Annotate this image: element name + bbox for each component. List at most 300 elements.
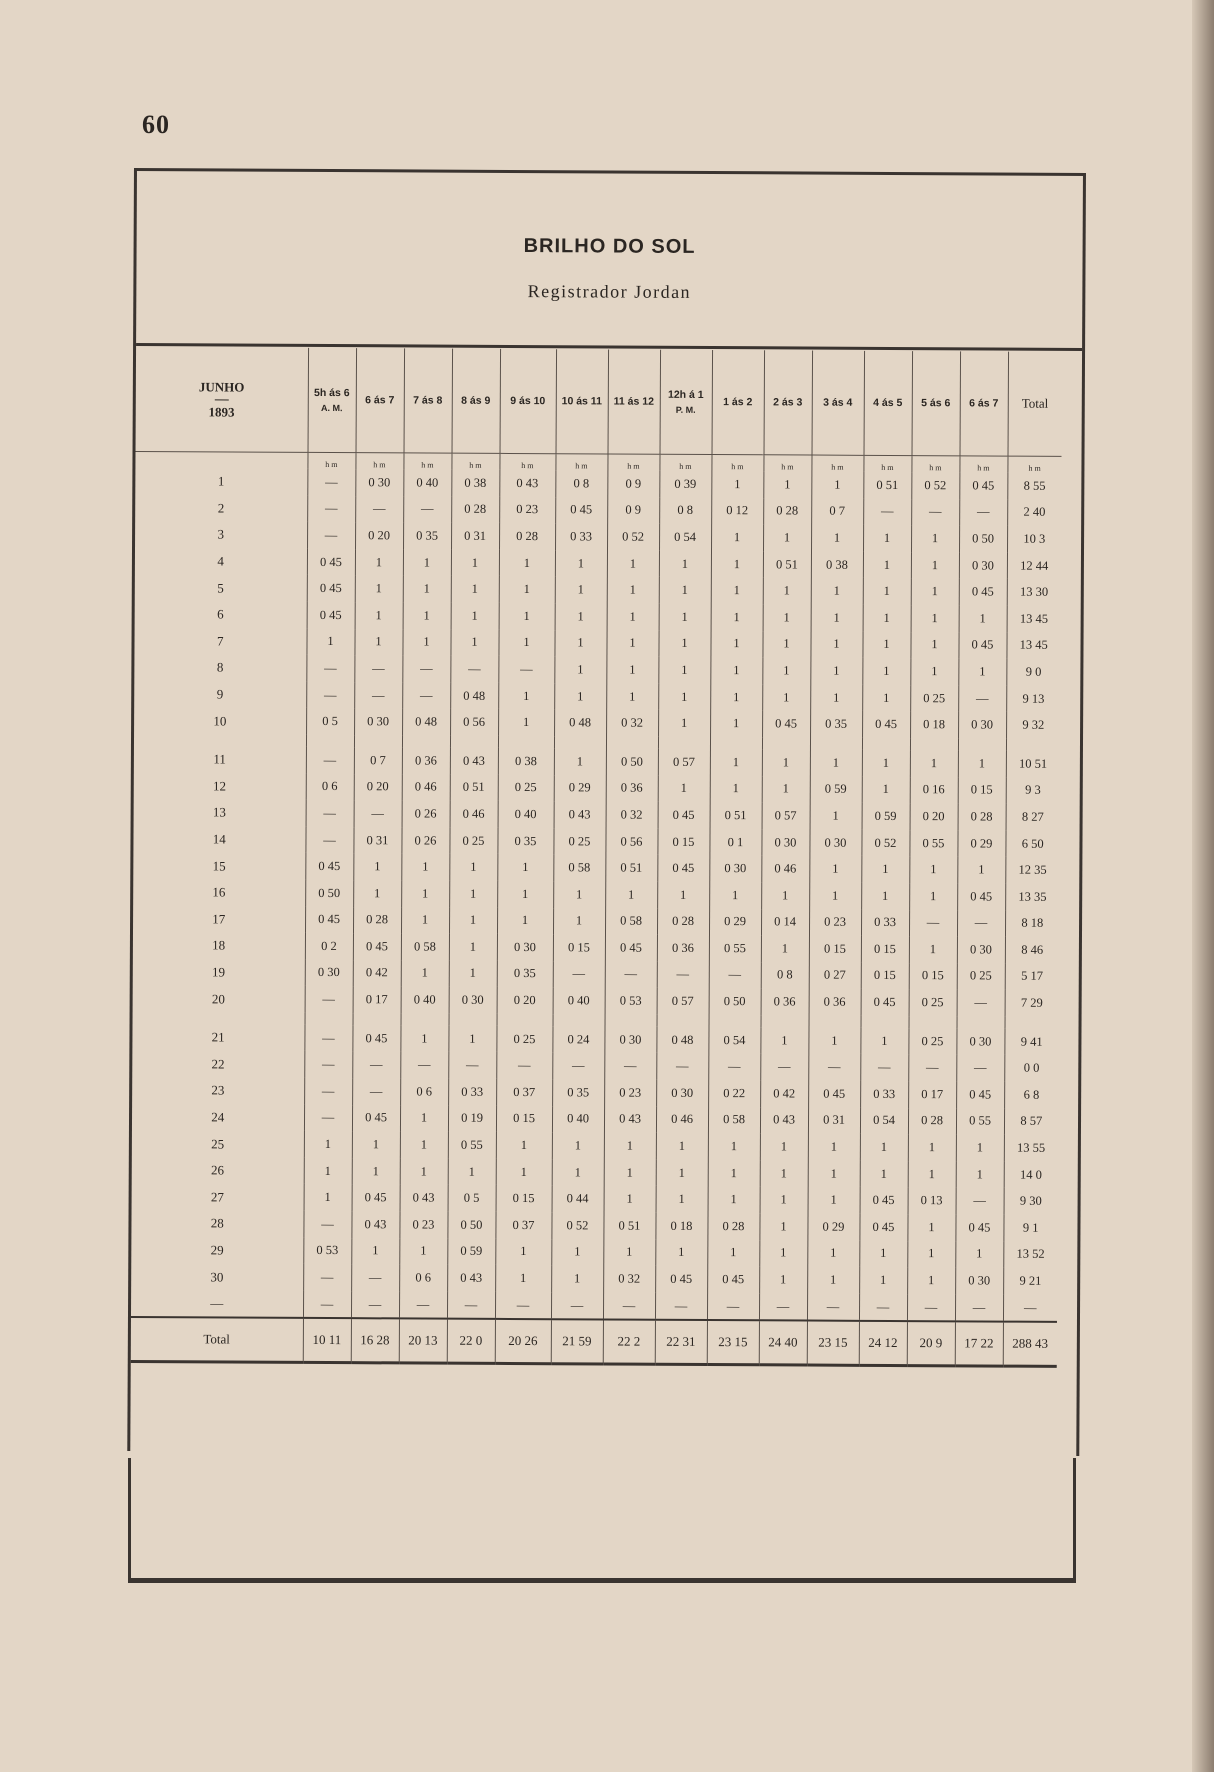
hour-cell: 0 16: [910, 777, 958, 804]
hour-cell: 1: [810, 631, 862, 658]
gap-cell: [354, 735, 402, 747]
day-cell: 21: [211, 1029, 225, 1045]
hour-cell: —: [552, 1053, 604, 1080]
row-total-cell: 6 50: [1005, 830, 1059, 857]
hour-cell: 0 31: [353, 827, 401, 854]
hour-cell: 1: [907, 1267, 955, 1294]
hour-cell: 1: [449, 934, 497, 961]
hour-cell: 1: [554, 748, 606, 775]
hour-cell: 0 8: [761, 962, 809, 989]
hour-cell: 1: [907, 1241, 955, 1268]
day-cell: 13: [212, 804, 226, 820]
hour-cell: —: [709, 962, 761, 989]
hour-cell: 0 45: [958, 632, 1006, 659]
column-label: 2 ás 3: [773, 396, 803, 409]
hour-cell: 1: [710, 631, 762, 658]
gap-cell: [1005, 1016, 1059, 1028]
column-label: 6 ás 7: [365, 394, 395, 407]
hour-cell: —: [450, 656, 498, 683]
hour-cell: 0 45: [307, 575, 355, 602]
hour-cell: 0 22: [708, 1080, 760, 1107]
hour-cell: 1: [553, 908, 605, 935]
hour-cell: —: [656, 1053, 708, 1080]
hour-cell: 0 30: [497, 934, 553, 961]
hour-cell: 1: [656, 1133, 708, 1160]
hour-cell: 1: [497, 881, 553, 908]
hour-cell: 1: [711, 577, 763, 604]
hour-cell: 0 5: [306, 708, 354, 735]
gap-cell: [133, 1012, 305, 1025]
hour-cell: 1: [863, 578, 911, 605]
hour-cell: 0 14: [761, 909, 809, 936]
hour-cell: 1: [399, 1238, 447, 1265]
hour-cell: —: [808, 1054, 860, 1081]
hour-cell: 0 50: [959, 526, 1007, 553]
month-label: JUNHO: [198, 378, 245, 395]
hour-cell: 1: [860, 1134, 908, 1161]
hour-cell: —: [956, 1188, 1004, 1215]
hour-cell: 1: [808, 1027, 860, 1054]
hour-cell: 0 52: [551, 1212, 603, 1239]
row-total-cell: 9 30: [1004, 1188, 1058, 1215]
hour-cell: 0 33: [448, 1079, 496, 1106]
row-total-cell: 13 52: [1003, 1241, 1057, 1268]
day-cell: 15: [212, 858, 226, 874]
hour-cell: —: [655, 1293, 707, 1321]
gap-cell: [1006, 739, 1060, 751]
column-total-cell: 22 31: [655, 1320, 707, 1365]
hour-cell: 1: [808, 1187, 860, 1214]
hour-cell: 1: [760, 1160, 808, 1187]
column-total-cell: 23 15: [807, 1321, 859, 1366]
day-cell: 7: [216, 633, 224, 649]
day-cell: 19: [212, 964, 226, 980]
hour-cell: —: [955, 1294, 1003, 1322]
gap-cell: [658, 737, 710, 749]
gap-cell: [957, 1016, 1005, 1028]
hour-cell: 1: [760, 1187, 808, 1214]
hour-cell: 1: [451, 549, 499, 576]
day-cell: 8: [216, 659, 224, 675]
day-cell: 29: [210, 1242, 224, 1258]
gap-cell: [810, 737, 862, 749]
hour-cell: 0 45: [352, 1185, 400, 1212]
hour-cell: 1: [495, 1265, 551, 1292]
day-cell: 27: [210, 1189, 224, 1205]
hour-cell: —: [498, 656, 554, 683]
hour-cell: 0 30: [305, 960, 353, 987]
row-total-cell: 13 35: [1005, 883, 1059, 910]
hour-cell: —: [551, 1292, 603, 1320]
hour-cell: 0 48: [402, 709, 450, 736]
hour-cell: 0 45: [353, 933, 401, 960]
hour-cell: 1: [496, 1159, 552, 1186]
hour-cell: 0 30: [449, 987, 497, 1014]
day-cell: 5: [217, 580, 224, 596]
year-label: 1893: [208, 403, 235, 420]
day-cell: 26: [210, 1162, 225, 1178]
hour-cell: 1: [659, 604, 711, 631]
hour-cell: 0 40: [498, 801, 554, 828]
hour-cell: 1: [807, 1240, 859, 1267]
hour-cell: 1: [760, 1027, 808, 1054]
hour-cell: 0 43: [499, 470, 555, 497]
hour-cell: 0 13: [908, 1188, 956, 1215]
hour-cell: 1: [499, 603, 555, 630]
hour-cell: 0 32: [606, 802, 658, 829]
hour-cell: 0 46: [402, 774, 450, 801]
hour-cell: 1: [860, 1161, 908, 1188]
hour-cell: 0 45: [957, 883, 1005, 910]
hour-cell: 0 36: [809, 989, 861, 1016]
hour-cell: 0 45: [657, 855, 709, 882]
hour-cell: 1: [403, 602, 451, 629]
hour-cell: —: [957, 910, 1005, 937]
hour-cell: 1: [606, 657, 658, 684]
column-total-cell: 22 2: [603, 1320, 655, 1365]
hour-cell: 1: [606, 630, 658, 657]
hour-cell: 0 32: [606, 710, 658, 737]
hour-cell: 1: [607, 577, 659, 604]
hour-cell: 1: [659, 551, 711, 578]
hour-cell: 1: [763, 524, 811, 551]
gap-cell: [709, 1015, 761, 1027]
hour-cell: 1: [911, 525, 959, 552]
hour-cell: 1: [552, 1132, 604, 1159]
hour-cell: 0 25: [910, 685, 958, 712]
hour-cell: 1: [862, 658, 910, 685]
hour-cell: 1: [604, 1159, 656, 1186]
hour-cell: 1: [911, 552, 959, 579]
gap-cell: [909, 1016, 957, 1028]
hour-cell: 0 6: [306, 773, 354, 800]
hour-cell: 1: [401, 854, 449, 881]
hour-cell: 0 58: [708, 1107, 760, 1134]
column-header: [712, 350, 765, 455]
hour-cell: 1: [451, 576, 499, 603]
hour-cell: —: [860, 1054, 908, 1081]
hour-cell: —: [908, 1055, 956, 1082]
hour-cell: —: [303, 1264, 351, 1291]
day-cell: —: [210, 1295, 224, 1311]
column-label: 12h á 1: [667, 388, 704, 401]
hour-cell: 1: [499, 576, 555, 603]
column-header: [404, 348, 453, 453]
row-total-cell: —: [1003, 1294, 1057, 1322]
hour-cell: 0 23: [604, 1080, 656, 1107]
hour-cell: 1: [956, 1161, 1004, 1188]
hour-cell: 0 28: [763, 498, 811, 525]
hour-cell: 0 28: [707, 1213, 759, 1240]
hour-cell: 1: [656, 1160, 708, 1187]
hour-cell: 1: [554, 630, 606, 657]
hour-cell: 1: [497, 907, 553, 934]
hour-cell: —: [707, 1293, 759, 1321]
hour-cell: 1: [762, 776, 810, 803]
hour-cell: —: [306, 747, 354, 774]
hour-cell: 0 30: [958, 712, 1006, 739]
gap-cell: [497, 1014, 553, 1026]
column-header: [356, 348, 405, 453]
hour-cell: 0 6: [400, 1078, 448, 1105]
row-total-cell: 8 57: [1004, 1108, 1058, 1135]
hour-cell: 1: [498, 683, 554, 710]
hour-cell: 0 5: [448, 1185, 496, 1212]
hour-cell: 0 46: [761, 856, 809, 883]
day-cell: 16: [212, 884, 226, 900]
hour-cell: 0 58: [401, 934, 449, 961]
hour-cell: —: [351, 1291, 399, 1319]
hour-cell: 1: [605, 881, 657, 908]
hour-cell: 0 45: [305, 906, 353, 933]
day-cell: 20: [211, 990, 225, 1007]
hour-cell: 0 43: [604, 1106, 656, 1133]
hour-cell: 0 30: [955, 1268, 1003, 1295]
hour-cell: 0 15: [809, 936, 861, 963]
hour-cell: —: [708, 1053, 760, 1080]
hour-cell: 0 59: [447, 1238, 495, 1265]
hour-cell: 1: [909, 856, 957, 883]
unit-label: h m: [911, 456, 959, 473]
column-label: Total: [1021, 395, 1049, 411]
hour-cell: 0 45: [860, 1187, 908, 1214]
hour-cell: 1: [304, 1131, 352, 1158]
hour-cell: 0 54: [860, 1107, 908, 1134]
column-header: [864, 351, 913, 456]
hour-cell: 0 45: [859, 1214, 907, 1241]
hour-cell: 1: [861, 856, 909, 883]
hour-cell: 1: [657, 882, 709, 909]
hour-cell: 0 45: [605, 935, 657, 962]
hour-cell: —: [605, 961, 657, 988]
hour-cell: 1: [709, 882, 761, 909]
column-total-cell: 21 59: [551, 1320, 603, 1365]
unit-label: h m: [555, 454, 607, 471]
hour-cell: 1: [551, 1239, 603, 1266]
gap-cell: [657, 1015, 709, 1027]
gap-cell: [910, 738, 958, 750]
sunshine-table: [131, 347, 1062, 1368]
hour-cell: 1: [658, 710, 710, 737]
column-label: 6 ás 7: [969, 397, 999, 410]
row-total-cell: 5 17: [1005, 963, 1059, 990]
hour-cell: 0 25: [553, 828, 605, 855]
hour-cell: 0 51: [605, 855, 657, 882]
hour-cell: 0 37: [495, 1212, 551, 1239]
table-wrap: [131, 347, 1082, 1368]
hour-cell: —: [304, 1078, 352, 1105]
hour-cell: 1: [496, 1132, 552, 1159]
hour-cell: —: [354, 682, 402, 709]
hour-cell: 0 30: [809, 829, 861, 856]
hour-cell: 0 55: [448, 1132, 496, 1159]
column-header: [960, 351, 1009, 456]
row-total-cell: 12 44: [1007, 552, 1061, 579]
hour-cell: 1: [811, 525, 863, 552]
hour-cell: —: [400, 1052, 448, 1079]
hour-cell: 0 35: [497, 961, 553, 988]
row-total-cell: 9 21: [1003, 1268, 1057, 1295]
hour-cell: 0 31: [451, 523, 499, 550]
column-total-cell: 17 22: [955, 1322, 1003, 1367]
hour-cell: —: [306, 682, 354, 709]
row-total-cell: 8 18: [1005, 910, 1059, 937]
column-header: [556, 349, 609, 454]
column-total-cell: 23 15: [707, 1320, 759, 1365]
hour-cell: 1: [451, 603, 499, 630]
hour-cell: 0 43: [450, 748, 498, 775]
hour-cell: 0 51: [450, 774, 498, 801]
hour-cell: 0 51: [763, 551, 811, 578]
row-total-cell: 2 40: [1007, 499, 1061, 526]
hour-cell: 1: [304, 1184, 352, 1211]
column-header: [764, 350, 813, 455]
hour-cell: 1: [711, 604, 763, 631]
hour-cell: 0 33: [861, 909, 909, 936]
hour-cell: 0 8: [659, 497, 711, 524]
hour-cell: 1: [551, 1265, 603, 1292]
hour-cell: 0 33: [860, 1081, 908, 1108]
hour-cell: —: [303, 1291, 351, 1319]
hour-cell: 0 25: [449, 827, 497, 854]
hour-cell: —: [354, 655, 402, 682]
hour-cell: 1: [910, 632, 958, 659]
hour-cell: 1: [810, 803, 862, 830]
hour-cell: 1: [353, 853, 401, 880]
unit-label: h m: [659, 454, 711, 471]
hour-cell: 1: [955, 1241, 1003, 1268]
gap-cell: [498, 736, 554, 748]
hour-cell: 1: [958, 750, 1006, 777]
hour-cell: 1: [449, 881, 497, 908]
hour-cell: 1: [498, 709, 554, 736]
hour-cell: 0 52: [607, 524, 659, 551]
hour-cell: 1: [811, 472, 863, 499]
hour-cell: 0 30: [656, 1080, 708, 1107]
hour-cell: 0 45: [655, 1266, 707, 1293]
hour-cell: 1: [402, 629, 450, 656]
gap-cell: [449, 1014, 497, 1026]
hour-cell: 1: [710, 776, 762, 803]
hour-cell: 0 17: [353, 986, 401, 1013]
hour-cell: —: [304, 1105, 352, 1132]
hour-cell: 1: [861, 883, 909, 910]
hour-cell: 0 1: [709, 829, 761, 856]
gap-cell: [305, 1013, 353, 1025]
day-cell: 22: [211, 1056, 225, 1072]
hour-cell: 0 51: [603, 1213, 655, 1240]
hour-cell: 0 45: [959, 472, 1007, 499]
day-cell: 18: [212, 937, 226, 953]
column-label: 8 ás 9: [461, 394, 491, 407]
hour-cell: 1: [708, 1160, 760, 1187]
day-cell: 3: [217, 526, 225, 542]
hour-cell: 1: [656, 1186, 708, 1213]
hour-cell: 0 26: [401, 827, 449, 854]
hour-cell: 0 38: [451, 470, 499, 497]
hour-cell: 0 36: [606, 775, 658, 802]
column-label: 1 ás 2: [723, 396, 753, 409]
hour-cell: —: [863, 498, 911, 525]
column-header: [912, 351, 961, 456]
hour-cell: 1: [707, 1240, 759, 1267]
column-label: 4 ás 5: [873, 396, 903, 410]
hour-cell: 1: [400, 1132, 448, 1159]
hour-cell: 1: [352, 1131, 400, 1158]
day-cell: 30: [210, 1268, 224, 1284]
hour-cell: —: [496, 1052, 552, 1079]
hour-cell: 1: [763, 471, 811, 498]
hour-cell: 0 15: [861, 936, 909, 963]
column-period: P. M.: [675, 404, 696, 415]
hour-cell: 1: [811, 605, 863, 632]
column-total-cell: 20 13: [399, 1319, 447, 1364]
hour-cell: 0 20: [497, 987, 553, 1014]
hour-cell: 0 45: [307, 549, 355, 576]
hour-cell: —: [958, 685, 1006, 712]
hour-cell: 0 57: [657, 988, 709, 1015]
column-header: [812, 351, 865, 456]
hour-cell: —: [352, 1052, 400, 1079]
hour-cell: 1: [658, 657, 710, 684]
hour-cell: —: [304, 1025, 352, 1052]
hour-cell: 0 32: [603, 1266, 655, 1293]
hour-cell: 1: [763, 578, 811, 605]
column-label: 3 ás 4: [823, 396, 853, 409]
page-edge-shadow: [1192, 0, 1214, 1772]
hour-cell: 1: [555, 577, 607, 604]
unit-label: h m: [307, 452, 355, 469]
column-label: 9 ás 10: [510, 394, 546, 408]
hour-cell: 0 28: [353, 907, 401, 934]
hour-cell: 0 40: [401, 987, 449, 1014]
hour-cell: 0 55: [956, 1108, 1004, 1135]
hour-cell: 0 36: [402, 747, 450, 774]
hour-cell: 1: [862, 776, 910, 803]
hour-cell: 1: [908, 1161, 956, 1188]
hour-cell: 1: [552, 1159, 604, 1186]
row-total-cell: 8 27: [1006, 804, 1060, 831]
hour-cell: 0 15: [909, 963, 957, 990]
hour-cell: 0 33: [555, 523, 607, 550]
hour-cell: —: [603, 1292, 655, 1320]
hour-cell: 1: [304, 1158, 352, 1185]
day-cell: 23: [211, 1082, 225, 1098]
hour-cell: 0 31: [808, 1107, 860, 1134]
month-header: [136, 347, 309, 452]
hour-cell: 0 28: [657, 908, 709, 935]
hour-cell: 0 56: [450, 709, 498, 736]
row-total-cell: 13 55: [1004, 1135, 1058, 1162]
hour-cell: 1: [908, 1134, 956, 1161]
hour-cell: 1: [400, 1105, 448, 1132]
hour-cell: 0 36: [657, 935, 709, 962]
hour-cell: 1: [762, 684, 810, 711]
hour-cell: 1: [862, 750, 910, 777]
hour-cell: 0 45: [808, 1081, 860, 1108]
hour-cell: 0 35: [497, 828, 553, 855]
hour-cell: 0 53: [605, 988, 657, 1015]
hour-cell: 0 9: [607, 470, 659, 497]
hour-cell: 0 25: [908, 1028, 956, 1055]
hour-cell: 1: [306, 628, 354, 655]
row-total-cell: 0 0: [1004, 1055, 1058, 1082]
row-total-cell: 8 55: [1007, 473, 1061, 500]
column-label: 7 ás 8: [413, 394, 443, 407]
hour-cell: 1: [761, 882, 809, 909]
hour-cell: —: [352, 1078, 400, 1105]
hour-cell: 1: [710, 684, 762, 711]
